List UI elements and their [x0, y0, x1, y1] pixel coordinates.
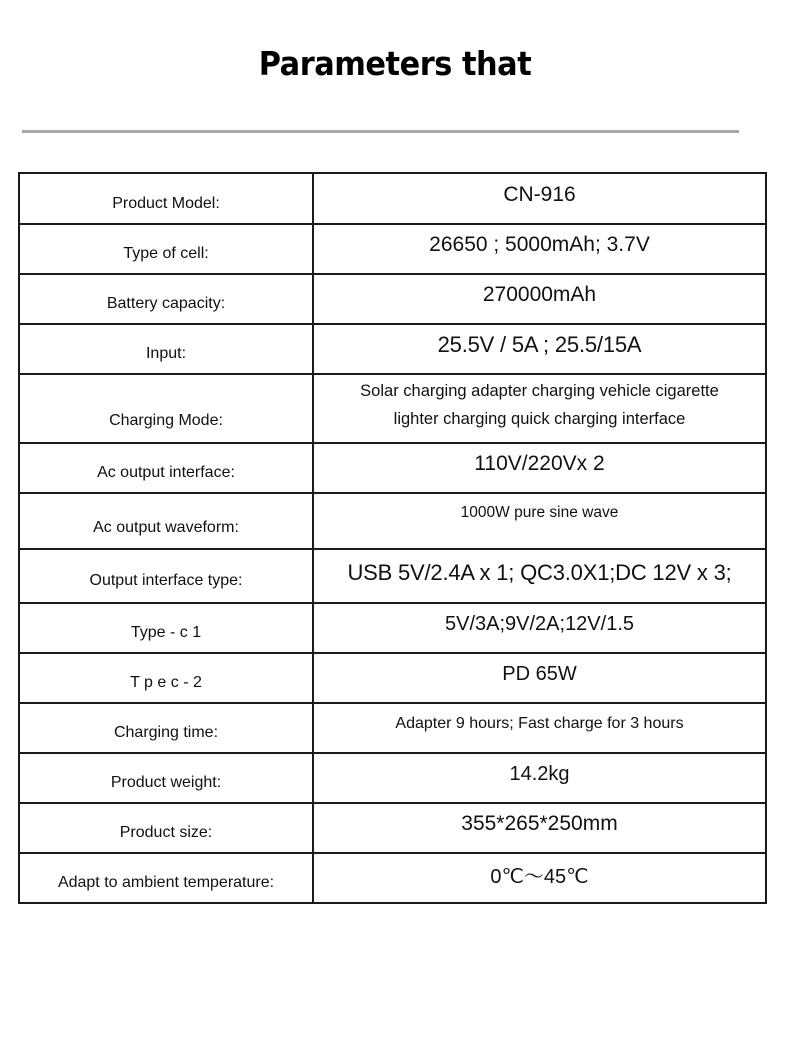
spec-value: 110V/220Vx 2	[313, 443, 766, 493]
spec-label: Adapt to ambient temperature:	[19, 853, 313, 903]
spec-value: 25.5V / 5A ; 25.5/15A	[313, 324, 766, 374]
table-row	[19, 853, 766, 903]
spec-value: Solar charging adapter charging vehicle cigarette lighter charging quick charging interface	[313, 374, 766, 443]
spec-label: Charging Mode:	[19, 374, 313, 443]
spec-value: 5V/3A;9V/2A;12V/1.5	[313, 603, 766, 653]
table-row	[19, 374, 766, 443]
table-row	[19, 324, 766, 374]
table-row	[19, 493, 766, 549]
table-row	[19, 803, 766, 853]
spec-label: Output interface type:	[19, 549, 313, 603]
table-row	[19, 603, 766, 653]
page-title: Parameters that	[258, 44, 532, 83]
title-divider	[22, 130, 739, 133]
table-row	[19, 703, 766, 753]
spec-label: Type - c 1	[19, 603, 313, 653]
spec-value: Adapter 9 hours; Fast charge for 3 hours	[313, 703, 766, 753]
spec-value: 270000mAh	[313, 274, 766, 324]
spec-value: 14.2kg	[313, 753, 766, 803]
table-row	[19, 274, 766, 324]
spec-label: Input:	[19, 324, 313, 374]
spec-label: Battery capacity:	[19, 274, 313, 324]
spec-label: Product size:	[19, 803, 313, 853]
spec-value: PD 65W	[313, 653, 766, 703]
spec-label: Charging time:	[19, 703, 313, 753]
spec-value: 0℃～45℃	[313, 853, 766, 903]
spec-table	[18, 172, 767, 904]
spec-label: Product weight:	[19, 753, 313, 803]
table-row	[19, 653, 766, 703]
spec-label: Type of cell:	[19, 224, 313, 274]
spec-label: T p e c - 2	[19, 653, 313, 703]
spec-label: Ac output interface:	[19, 443, 313, 493]
spec-label: Product Model:	[19, 173, 313, 224]
table-row	[19, 443, 766, 493]
spec-value: 355*265*250mm	[313, 803, 766, 853]
spec-label: Ac output waveform:	[19, 493, 313, 549]
table-row	[19, 173, 766, 224]
spec-value: USB 5V/2.4A x 1; QC3.0X1;DC 12V x 3;	[313, 549, 766, 603]
spec-value: CN-916	[313, 173, 766, 224]
table-row	[19, 224, 766, 274]
table-row	[19, 549, 766, 603]
table-row	[19, 753, 766, 803]
spec-value: 1000W pure sine wave	[313, 493, 766, 549]
spec-value: 26650 ; 5000mAh; 3.7V	[313, 224, 766, 274]
